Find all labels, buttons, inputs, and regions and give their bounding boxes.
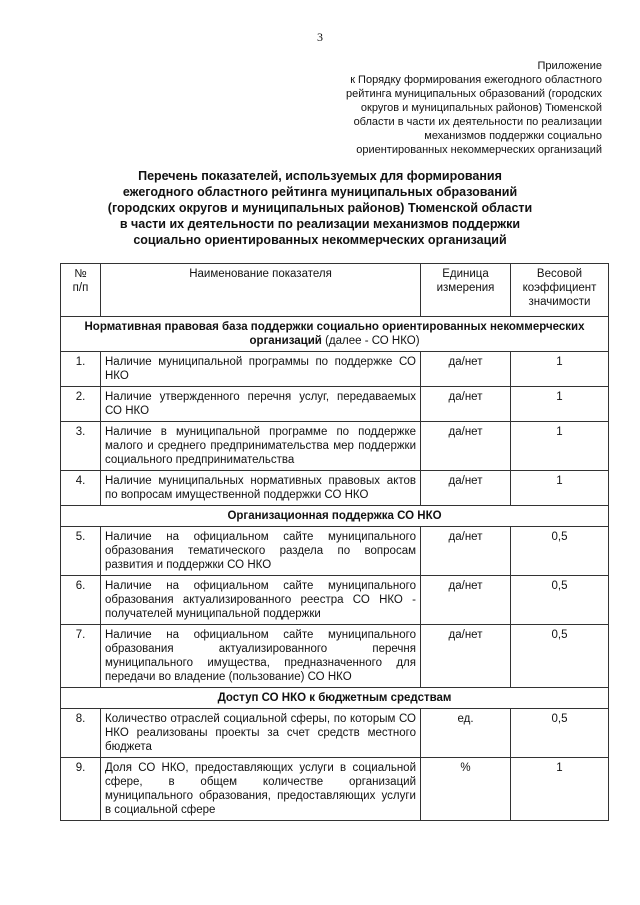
title-line: социально ориентированных некоммерческих организаций [133, 233, 507, 247]
section-row [61, 317, 609, 352]
row-name: Доля СО НКО, предоставляющих услуги в социальной сфере, в общем количестве организаций муниципального образования, предоставляющих услуги в социальной сфере [101, 758, 421, 821]
table-row [61, 758, 609, 821]
header-unit: Единица измерения [421, 264, 511, 317]
section-subtitle: (далее - СО НКО) [325, 335, 420, 347]
row-num: 9. [61, 758, 101, 821]
section-row [61, 688, 609, 709]
document-title [60, 168, 580, 248]
appendix-caption [302, 59, 602, 157]
row-weight: 1 [511, 471, 609, 506]
row-unit: ед. [421, 709, 511, 758]
header-num-line2: п/п [72, 282, 89, 294]
row-unit: да/нет [421, 387, 511, 422]
row-name: Количество отраслей социальной сферы, по которым СО НКО реализованы проекты за счет средств местного бюджета [101, 709, 421, 758]
header-num-line1: № [74, 268, 87, 280]
table-row [61, 527, 609, 576]
row-name: Наличие в муниципальной программе по поддержке малого и среднего предпринимательства мер поддержки социального предпринимательства [101, 422, 421, 471]
row-unit: да/нет [421, 625, 511, 688]
table-row [61, 387, 609, 422]
appendix-line: Приложение [537, 60, 602, 72]
row-name: Наличие муниципальных нормативных правовых актов по вопросам имущественной поддержки СО НКО [101, 471, 421, 506]
section-title-text: Доступ СО НКО к бюджетным средствам [217, 692, 452, 704]
row-num: 6. [61, 576, 101, 625]
table-header-row [61, 264, 609, 317]
row-unit: да/нет [421, 576, 511, 625]
appendix-line: механизмов поддержки социально [424, 130, 602, 142]
row-num: 8. [61, 709, 101, 758]
row-unit: да/нет [421, 352, 511, 387]
row-name: Наличие на официальном сайте муниципального образования актуализированного перечня муниципального имущества, предназначенного для передачи во владение (пользование) СО НКО [101, 625, 421, 688]
header-name: Наименование показателя [101, 264, 421, 317]
section-title-text: Нормативная правовая база поддержки социально ориентированных некоммерческих организаций [84, 321, 585, 347]
title-line: ежегодного областного рейтинга муниципальных образований [122, 185, 518, 199]
row-weight: 0,5 [511, 625, 609, 688]
row-weight: 1 [511, 422, 609, 471]
appendix-line: округов и муниципальных районов) Тюменской [360, 102, 602, 114]
table-row [61, 471, 609, 506]
row-name: Наличие муниципальной программы по поддержке СО НКО [101, 352, 421, 387]
table-row [61, 709, 609, 758]
table-row [61, 625, 609, 688]
row-weight: 0,5 [511, 527, 609, 576]
header-weight: Весовой коэффициент значимости [511, 264, 609, 317]
row-name: Наличие на официальном сайте муниципального образования актуализированного реестра СО НКО - получателей муниципальной поддержки [101, 576, 421, 625]
table-row [61, 422, 609, 471]
title-line: Перечень показателей, используемых для формирования [138, 169, 502, 183]
row-unit: да/нет [421, 471, 511, 506]
indicators-table [60, 263, 609, 821]
table-row [61, 576, 609, 625]
section-title [61, 317, 609, 352]
row-weight: 1 [511, 352, 609, 387]
row-weight: 1 [511, 387, 609, 422]
row-name: Наличие на официальном сайте муниципального образования тематического раздела по вопросам развития и поддержки СО НКО [101, 527, 421, 576]
page-number: 3 [317, 30, 323, 44]
section-title [61, 506, 609, 527]
row-weight: 1 [511, 758, 609, 821]
row-num: 2. [61, 387, 101, 422]
appendix-line: рейтинга муниципальных образований (городских [346, 88, 602, 100]
appendix-line: области в части их деятельности по реализации [353, 116, 602, 128]
section-title [61, 688, 609, 709]
appendix-line: к Порядку формирования ежегодного областного [350, 74, 602, 86]
row-num: 5. [61, 527, 101, 576]
table-row [61, 352, 609, 387]
row-num: 1. [61, 352, 101, 387]
section-row [61, 506, 609, 527]
row-num: 4. [61, 471, 101, 506]
row-num: 3. [61, 422, 101, 471]
row-num: 7. [61, 625, 101, 688]
title-line: в части их деятельности по реализации механизмов поддержки [119, 217, 521, 231]
row-unit: % [421, 758, 511, 821]
row-weight: 0,5 [511, 576, 609, 625]
section-title-text: Организационная поддержка СО НКО [227, 510, 442, 522]
row-unit: да/нет [421, 527, 511, 576]
row-weight: 0,5 [511, 709, 609, 758]
title-line: (городских округов и муниципальных районов) Тюменской области [107, 201, 533, 215]
header-num [61, 264, 101, 317]
row-unit: да/нет [421, 422, 511, 471]
row-name: Наличие утвержденного перечня услуг, передаваемых СО НКО [101, 387, 421, 422]
appendix-line: ориентированных некоммерческих организаций [356, 144, 602, 156]
